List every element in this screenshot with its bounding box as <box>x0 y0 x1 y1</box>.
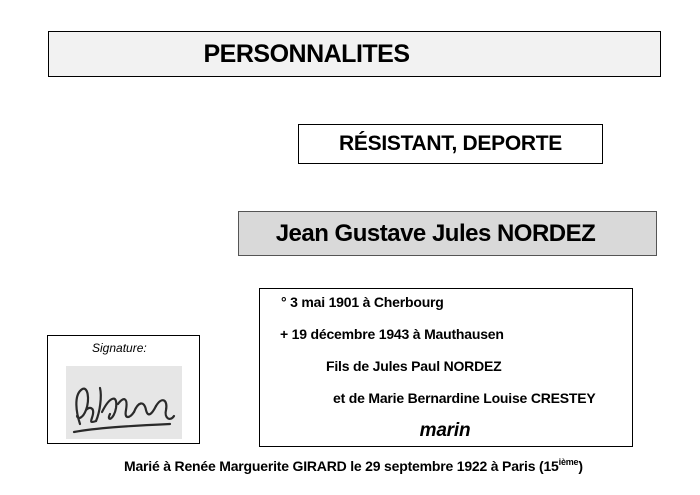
occupation-line: marin <box>419 420 471 441</box>
role-box <box>298 124 603 164</box>
signature-image <box>66 366 182 439</box>
marriage-line <box>124 457 583 474</box>
biography-box <box>259 288 633 447</box>
marriage-superscript: ième <box>558 457 579 467</box>
person-name-box <box>238 211 657 256</box>
signature-icon <box>66 366 182 439</box>
mother-line: et de Marie Bernardine Louise CRESTEY <box>333 390 596 406</box>
person-name: Jean Gustave Jules NORDEZ <box>275 219 596 247</box>
marriage-text: Marié à Renée Marguerite GIRARD le 29 septembre 1922 à Paris (15 <box>124 458 559 474</box>
signature-label: Signature: <box>92 341 147 355</box>
marriage-closing: ) <box>578 458 583 474</box>
role-label: RÉSISTANT, DEPORTE <box>339 132 562 155</box>
death-line: + 19 décembre 1943 à Mauthausen <box>280 326 504 342</box>
page-title-box <box>48 31 661 77</box>
signature-box <box>47 335 200 444</box>
birth-line: ° 3 mai 1901 à Cherbourg <box>281 294 444 310</box>
father-line: Fils de Jules Paul NORDEZ <box>326 358 502 374</box>
page-title: PERSONNALITES <box>203 39 410 68</box>
